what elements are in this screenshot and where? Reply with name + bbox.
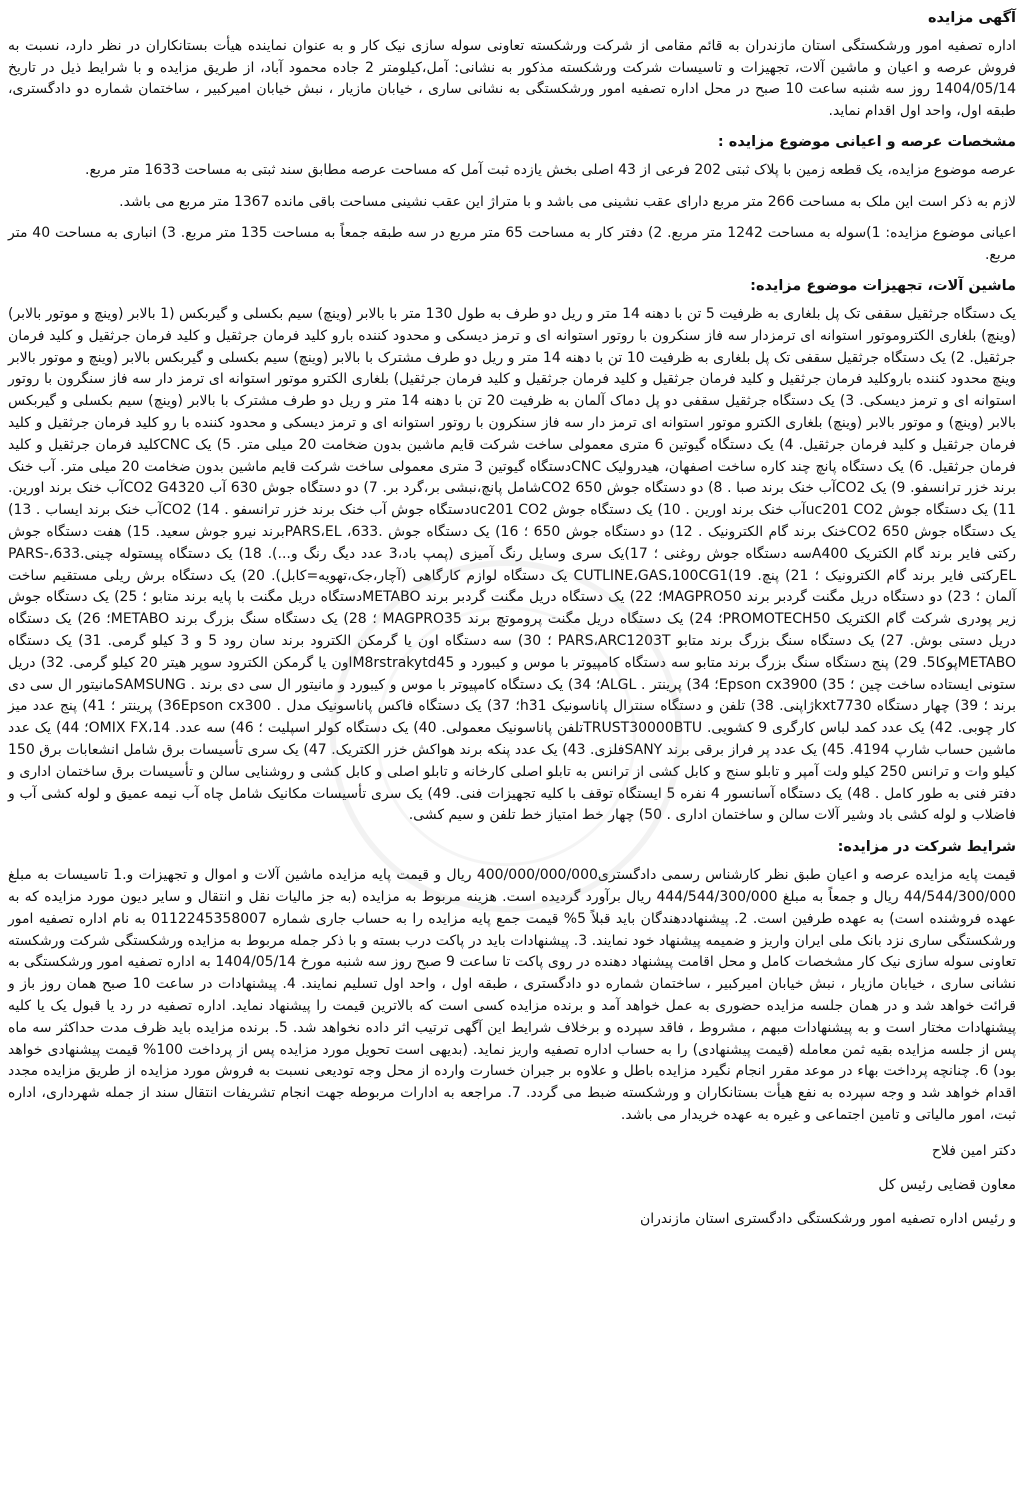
machinery-list-paragraph: یک دستگاه جرثقیل سقفی تک پل بلغاری به ظرفیت 5 تن با دهنه 14 متر و ریل دو طرف به طول 130 متر با بالابر (وینچ) سیم بکسلی و گیربکس (1 بالابر (وینچ و موتور بالابر) (وینچ) بلغاری الکتروموتور استوانه ای ترمزدار سه فاز سنکرون با روتور استوانه ای و ترمز دیسکی و محدود کننده بارو کلید فرمان جرثقیل و کلید فرمان جرثقیل و کلید فرمان جرثقیل. 2) یک دستگاه جرثقیل سقفی تک پل بلغاری به ظرفیت 10 تن با دهنه 14 متر و ریل دو طرف مشترک با بالابر (وینچ) سیم بکسلی و گیربکس بالابر (وینچ و موتور بالابر وینچ محدود کننده باروکلید فرمان جرثقیل و کلید فرمان جرثقیل و کلید فرمان جرثقیل و کلید فرمان جرثقیل) بلغاری الکترو موتور استوانه ای ترمز دار سه فاز سنگرون با روتور استوانه ای و ترمز دیسکی. 3) یک دستگاه جرثقیل سقفی دو پل دماک آلمان به ظرفیت 20 تن با دهنه 14 متر و ریل دو طرف مشترک با بالابر (وینچ) سیم بکسلی و گیربکس بالابر (وینچ) و موتور بالابر (وینچ) بلغاری الکترو موتور استوانه ای ترمز دار سه فاز سنکرون با روتور استوانه ای و ترمز دیسکی و محدود کننده با رو کلید فرمان جرثقیل و کلید فرمان جرثقیل و کلید فرمان جرثقیل. 4) یک دستگاه گیوتین 6 متری معمولی ساخت شرکت قایم ماشین بدون ضخامت 20 میلی متر. 5) یک CNCکلید فرمان جرثقیل و کلید فرمان جرثقیل. 6) یک دستگاه پانچ چند کاره ساخت اصفهان، هیدرولیک CNCدستگاه گیوتین 3 متری معمولی ساخت شرکت قایم ماشین بدون ضخامت 20 میلی متر. آب خنک برند خزر ترانسفو. 9) یک CO2آب خنک برند صبا . 8) دو دستگاه جوش 650 CO2شامل پانچ،نبشی بر،گرد بر. 7) دو دستگاه جوش 630 آب CO2 G4320آب خنک برند اورین. 11) یک دستگاه جوش uc201 CO2آب خنک برند اورین . 10) یک دستگاه جوش uc201 CO2دستگاه جوش آب خنک برند خزر ترانسفو . 14) CO2آب خنک برند ایساب . 13) یک دستگاه جوش 650 CO2خنک برند گام الکترونیک . 12) دو دستگاه جوش 650 ؛ 16) یک دستگاه جوش .633، PARS،ELبرند نیرو جوش سعید. 15) هفت دستگاه جوش رکتی فایر برند گام الکتریک A400سه دستگاه جوش روغنی ؛ 17)یک سری وسایل رنگ آمیزی (پمپ باد،3 عدد دیگ رنگ و...). 18) یک دستگاه پیستوله چینی.633،PARS-ELرکتی فایر برند گام الکترونیک ؛ 21) پنچ. 19)CUTLINE،GAS،100CG1 یک دستگاه لوازم کارگاهی (آچار،جک،تهویه=کابل). 20) یک دستگاه برش ریلی مستقیم ساخت آلمان ؛ 23) دو دستگاه دریل مگنت گردبر برند MAGPRO50؛ 22) یک دستگاه دریل مگنت گردبر برند METABOدستگاه دریل مگنت با پایه برند متابو ؛ 25) یک دستگاه جوش زیر پودری شرکت گام الکتریک PROMOTECH50؛ 24) یک دستگاه دریل مگنت پروموتچ برند MAGPRO35 ؛ 28) یک دستگاه سنگ بزرگ برند METABO؛ 26) یک دستگاه دریل دستی بوش. 27) یک دستگاه سنگ بزرگ برند متابو PARS،ARC1203T ؛ 30) سه دستگاه اون یا گرمکن الکترود برند سان رود 5 و 3 کیلو گرمی. 31) یک دستگاه METABOپوکا5. 29) پنج دستگاه سنگ بزرگ برند متابو سه دستگاه کامپیوتر با موس و کیبورد و M8rstrakytd45اون یا گرمکن الکترود سوپر هیتر 20 کیلو گرمی. 32) دریل ستونی ایستاده ساخت چین ؛ 35) Epson cx3900؛ 34) پرینتر . ALGL؛ 34) یک دستگاه کامپیوتر با موس و کیبورد و مانیتور ال سی دی برند . SAMSUNGمانیتور ال سی دی برند ؛ 39) چهار دستگاه kxt7730ژاپنی. 38) تلفن و دستگاه سنترال پاناسونیک h31؛ 37) یک دستگاه فاکس پاناسونیک مدل . 36Epson cx300) پرینتر ؛ 41) پنج عدد میز کار چوبی. 42) یک عدد کمد لباس کارگری 9 کشویی. TRUST30000BTUتلفن پاناسونیک معمولی. 40) یک دستگاه کولر اسپلیت ؛ 46) سه عدد. OMIX FX،14؛ 44) یک عدد ماشین حساب شارپ 4194. 45) یک عدد پر فراز برقی برند SANYفلزی. 43) یک عدد پنکه برند هواکش خزر الکتریک. 47) یک سری تأسیسات برق شامل انشعابات برق 150 کیلو وات و ترانس 250 کیلو ولت آمپر و تابلو سنج و کابل کشی از ترانس به تابلو اصلی کارخانه و تابلو اصلی و کابل کشی و روشنایی سالن و تأسیسات برق ساختمان اداری و دفتر فنی به طور کامل . 48) یک دستگاه آسانسور 4 نفره 5 ایستگاه توقف با کلیه تجهیزات فنی. 49) یک سری تأسیسات مکانیک شامل چاه آب نیمه عمیق و لوله کشی آب و فاضلاب و لوله کشی باد وشیر آلات سالن و ساختمان اداری . 50) چهار خط امتیاز خط تلفن و سیم کشی. xyxy=(8,306,1017,824)
machinery-heading: ماشین آلات، تجهیزات موضوع مزایده: xyxy=(750,278,1016,294)
property-paragraph-setback: لازم به ذکر است این ملک به مساحت 266 متر مربع دارای عقب نشینی می باشد و با متراژ این عقب نشینی مساحت باقی مانده 1367 متر مربع می باشد. xyxy=(119,193,1016,210)
property-paragraph-buildings: اعیانی موضوع مزایده: 1)سوله به مساحت 1242 متر مربع. 2) دفتر کار به مساحت 65 متر مربع در سه طبقه جمعاً به مساحت 135 متر مربع. 3) انباری به مساحت 40 متر مربع. xyxy=(8,225,1017,263)
signatory-title: معاون قضایی رئیس کل xyxy=(878,1176,1016,1193)
notice-title: آگهی مزایده xyxy=(927,10,1016,26)
property-paragraph-land: عرصه موضوع مزایده، یک قطعه زمین با پلاک ثبتی 202 فرعی از 43 اصلی بخش یازده ثبت آمل که مساحت عرصه مطابق سند ثبتی به مساحت 1633 متر مربع. xyxy=(85,162,1016,178)
conditions-paragraph: قیمت پایه مزایده عرصه و اعیان طبق نظر کارشناس رسمی دادگستری400/000/000/000 ریال و قیمت پایه مزایده ماشین آلات و اموال و تجهیزات و.1 تاسیسات به مبلغ 44/544/300/000 ریال و جمعاً به مبلغ 444/544/300/000 ریال برآورد گردیده است. هزینه مربوط به مزایده (به جز مالیات نقل و انتقال و سایر دیون مورد مزایده که به عهده فروشنده است) به عهده طرفین است. 2. پیشنهاددهندگان باید قبلاً 5% قیمت جمع پایه مزایده را به حساب جاری شماره 0112245358007 به نام اداره تصفیه امور ورشکستگی ساری نزد بانک ملی ایران واریز و ضمیمه پیشنهاد خود نمایند. 3. پیشنهادات باید در پاکت درب بسته و با ذکر جمله مربوط به مزایده ورشکستگی شرکت ورشکسته تعاونی سوله سازی نیک کار مشخصات کامل و محل اقامت پیشنهاد دهنده در روی پاکت تا ساعت 9 صبح روز سه شنبه مورخ 1404/05/14 به اداره تصفیه امور ورشکستگی به نشانی ساری ، خیابان مازیار ، نبش خیابان امیرکبیر ، ساختمان شماره دو دادگستری ، طبقه اول ، واحد اول تسلیم نمایند. 4. پیشنهادات در ساعت 10 صبح همان روز باز و قرائت خواهد شد و در همان جلسه مزایده حضوری به عمل خواهد آمد و برنده مزایده کسی است که بالاترین قیمت را پیشنهاد نماید. اداره تصفیه در رد یا قبول یک یا کلیه پیشنهادات مختار است و به پیشنهادات مبهم ، مشروط ، فاقد سپرده و برخلاف شرایط این آگهی ترتیب اثر داده نخواهد شد. 5. برنده مزایده باید ظرف مدت حداکثر سه ماه پس از جلسه مزایده بقیه ثمن معامله (قیمت پیشنهادی) را به حساب اداره تصفیه واریز نماید. (بدیهی است تحویل مورد مزایده پس از پرداخت 100% قیمت پیشنهادی خواهد بود) 6. چنانچه پرداخت بهاء در موعد مقرر انجام نگیرد مزایده باطل و علاوه بر جبران خسارت وارده از محل وجه تودیعی نسبت به فروش مورد مزایده از طریق مزایده مجدد اقدام خواهد شد و وجه سپرده به نفع هیأت بستانکاران و ورشکسته ضبط می گردد. 7. مراجعه به ادارات مربوطه جهت انجام تشریفات انتقال سند از جمله شهرداری، اداره ثبت، امور مالیاتی و تامین اجتماعی و غیره به عهده خریدار می باشد. xyxy=(8,867,1017,1123)
property-heading: مشخصات عرصه و اعیانی موضوع مزایده : xyxy=(717,134,1016,150)
intro-paragraph: اداره تصفیه امور ورشکستگی استان مازندران به قائم مقامی از شرکت ورشکسته تعاونی سوله سازی نیک کار و به عنوان نماینده هیأت بستانکاران در نظر دارد، نسبت به فروش عرصه و اعیان و ماشین آلات، تجهیزات و تاسیسات شرکت ورشکسته مذکور به نشانی: آمل،کیلومتر 2 جاده محمود آباد، از طریق مزایده و با شرایط ذیل در تاریخ 1404/05/14 روز سه شنبه ساعت 10 صبح در محل اداره تصفیه امور ورشکستگی به نشانی ساری ، خیابان مازیار ، نبش خیابان امیرکبیر ، ساختمان شماره دو دادگستری، طبقه اول، واحد اول اقدام نماید. xyxy=(8,38,1016,119)
signatory-name: دکتر امین فلاح xyxy=(931,1142,1016,1159)
signatory-office: و رئیس اداره تصفیه امور ورشکستگی دادگستری استان مازندران xyxy=(639,1210,1016,1227)
conditions-heading: شرایط شرکت در مزایده: xyxy=(837,839,1016,856)
